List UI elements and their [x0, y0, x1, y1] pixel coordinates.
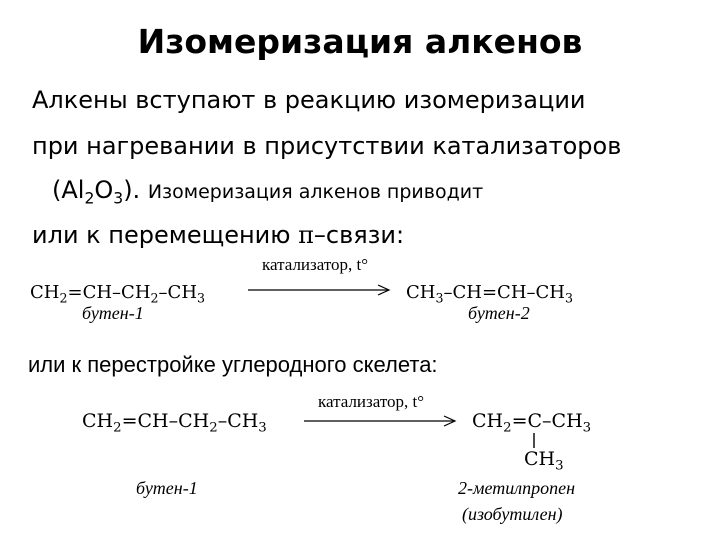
- reaction1-product: $CH_3-CH=CH-CH_3$: [406, 282, 574, 306]
- reaction2-reactant-name: бутен-1: [136, 478, 198, 498]
- reaction2-branch: $CH_3$: [524, 448, 564, 474]
- reaction1-product-name: бутен-2: [468, 303, 530, 323]
- reaction2-catalyst: катализатор, t°: [318, 392, 425, 411]
- intro-line-1: Алкены вступают в реакцию изомеризации: [32, 86, 586, 114]
- intro-line-4: или к перемещению π–связи:: [32, 221, 405, 249]
- branch-bond: [532, 433, 536, 449]
- slide-title: Изомеризация алкенов: [137, 22, 583, 61]
- intro-line-2: при нагревании в присутствии катализаторов: [32, 132, 622, 160]
- skeleton-line: или к перестройке углеродного скелета:: [28, 352, 438, 377]
- reaction1-catalyst: катализатор, t°: [262, 255, 369, 274]
- reaction2-reactant: $CH_2=CH-CH_2-CH_3$: [82, 410, 267, 436]
- reaction2-product-name-2: (изобутилен): [462, 504, 563, 524]
- reaction2-product-name-1: 2-метилпропен: [458, 478, 575, 498]
- reaction2-product: $CH_2=C-CH_3$: [472, 410, 592, 436]
- reaction1-reactant: $CH_2=CH-CH_2-CH_3$: [30, 282, 206, 306]
- intro-line-3: [52, 176, 484, 208]
- reaction2-arrow: [304, 415, 464, 427]
- intro-line-3-text: Изомеризация алкенов приводит: [147, 181, 484, 203]
- reaction1-reactant-name: бутен-1: [82, 303, 144, 323]
- reaction1-arrow: [248, 284, 398, 296]
- pi-symbol: π: [298, 221, 314, 249]
- catalyst-formula: $(Al_2O_3)$.: [52, 176, 141, 208]
